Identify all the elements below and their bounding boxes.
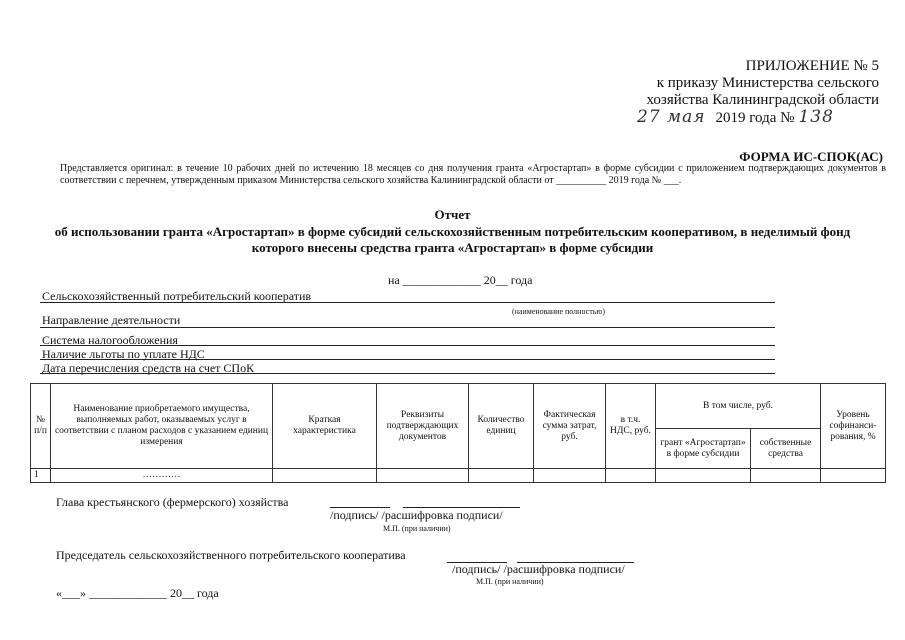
chair-signature-label: Председатель сельскохозяйственного потребительского кооператива bbox=[56, 548, 406, 562]
col-name: Наименование приобретаемого имущества, выполняемых работ, оказываемых услуг в соответствии с планом расходов с указанием единиц измерения bbox=[51, 384, 273, 469]
vat-underline bbox=[40, 359, 775, 360]
coop-underline bbox=[40, 302, 775, 303]
vat-label: Наличие льготы по уплате НДС bbox=[42, 347, 205, 361]
coop-hint: (наименование полностью) bbox=[512, 307, 605, 316]
direction-label: Направление деятельности bbox=[42, 313, 181, 327]
order-date-row bbox=[637, 107, 834, 127]
head-signature-label: Глава крестьянского (фермерского) хозяйства bbox=[56, 495, 289, 509]
report-title: Отчет bbox=[434, 207, 471, 222]
col-grant: грант «Агростартап» в форме субсидии bbox=[656, 429, 751, 469]
col-actual: Фактическая сумма затрат, руб. bbox=[534, 384, 606, 469]
head-sign-caption: /подпись/ /расшифровка подписи/ bbox=[330, 508, 503, 522]
row-num: 1 bbox=[31, 469, 51, 483]
head-stamp: М.П. (при наличии) bbox=[383, 524, 451, 533]
report-date-line: на _____________ 20__ года bbox=[388, 273, 533, 287]
col-level: Уровень софинанси-рования, % bbox=[821, 384, 886, 469]
intro-text: Представляется оригинал: в течение 10 рабочих дней по истечению 18 месяцев со дня получения гранта «Агростартап» в форме субсидии с приложением подтверждающих документов в соответствии с перечнем, утвержденным приказом Министерства сельского хозяйства Калининградской области от __________ 2019 года № ___. bbox=[60, 163, 886, 186]
order-year: 2019 года № bbox=[715, 110, 795, 126]
col-desc: Краткая характеристика bbox=[273, 384, 377, 469]
handwritten-date: 27 мая bbox=[637, 107, 706, 127]
report-title-line2: об использовании гранта «Агростартап» в форме субсидий сельскохозяйственным потребительским кооперативом, в неделимый фонд bbox=[54, 224, 851, 239]
report-table bbox=[30, 383, 886, 483]
form-code: ФОРМА ИС-СПОК(АС) bbox=[739, 149, 883, 164]
col-qty: Количество единиц bbox=[469, 384, 534, 469]
row-name: ………… bbox=[51, 469, 273, 483]
table-row bbox=[31, 469, 886, 483]
tax-underline bbox=[40, 345, 775, 346]
signature-date: «___» _____________ 20__ года bbox=[56, 586, 219, 600]
transfer-date-label: Дата перечисления средств на счет СПоК bbox=[42, 361, 255, 375]
handwritten-number: 138 bbox=[798, 107, 834, 127]
col-including: В том числе, руб. bbox=[656, 384, 821, 429]
col-docs: Реквизиты подтверждающих документов bbox=[377, 384, 469, 469]
appendix-line1: к приказу Министерства сельского bbox=[656, 75, 879, 91]
report-title-line3: которого внесены средства гранта «Агростартап» в форме субсидии bbox=[251, 240, 654, 255]
col-vat: в т.ч. НДС, руб. bbox=[606, 384, 656, 469]
coop-label: Сельскохозяйственный потребительский кооператив bbox=[42, 289, 312, 303]
chair-sign-caption: /подпись/ /расшифровка подписи/ bbox=[452, 562, 625, 576]
chair-stamp: М.П. (при наличии) bbox=[476, 577, 544, 586]
col-own: собственные средства bbox=[751, 429, 821, 469]
col-num: № п/п bbox=[31, 384, 51, 469]
appendix-title: ПРИЛОЖЕНИЕ № 5 bbox=[745, 58, 879, 74]
appendix-line2: хозяйства Калининградской области bbox=[646, 92, 879, 108]
tax-label: Система налогообложения bbox=[42, 333, 178, 347]
direction-underline bbox=[40, 327, 775, 328]
transfer-date-underline bbox=[40, 373, 775, 374]
